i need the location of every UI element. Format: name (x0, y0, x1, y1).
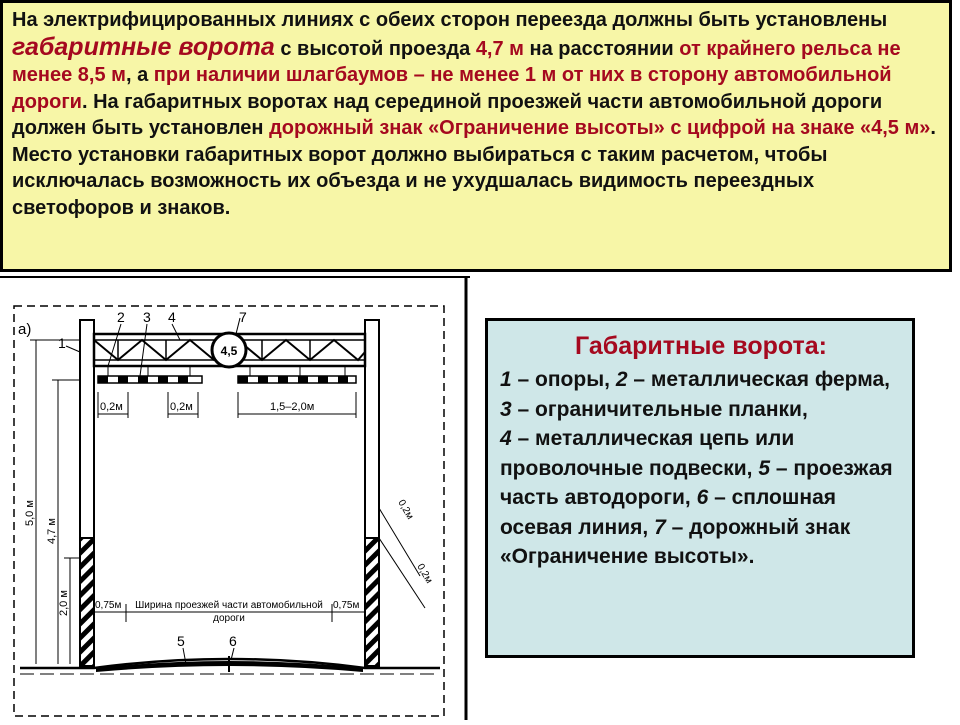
vertical-dimensions (30, 340, 80, 664)
gates-technical-drawing (0, 276, 470, 720)
sign-value-text: 4,5 (220, 344, 238, 358)
para-text-7: , а (125, 64, 154, 86)
dim-0-2m-left: 0,2м (100, 401, 123, 413)
para-rail-distance: от крайнего рельса не менее 8,5 м (12, 37, 901, 86)
legend-title: Габаритные ворота: (575, 332, 827, 360)
legend-item-1: – опоры, (511, 368, 616, 391)
legend-item-6: – сплошная осевая линия, (500, 486, 837, 539)
road-width-label-1: Ширина проезжей части автомобильной (135, 600, 323, 611)
dim-0-75m-right: 0,75м (333, 600, 360, 611)
callout-2: 2 (117, 309, 125, 325)
callout-3: 3 (143, 309, 151, 325)
dim-5-0m: 5,0 м (24, 500, 36, 526)
height-limit-sign (212, 333, 246, 367)
legend-num-2: 2 (615, 368, 628, 391)
legend-item-5: – проезжая часть автодороги, (500, 456, 893, 509)
dim-0-2m-right-1: 0,2м (395, 498, 416, 522)
para-text-1: На электрифицированных линиях с обеих сторон переезда должны быть установлены (12, 9, 888, 31)
para-gates-term: габаритные ворота (12, 32, 275, 61)
dim-0-2m-mid: 0,2м (170, 401, 193, 413)
right-support-pillar (365, 320, 379, 666)
callout-7: 7 (239, 309, 247, 325)
dim-1-5-2-0m: 1,5–2,0м (270, 401, 315, 413)
panel-label: а) (18, 321, 32, 338)
limiting-planks (98, 366, 356, 383)
para-text-11: . Место установки габаритных ворот должно выбираться с таким расчетом, чтобы исключалась возможность их объезда и не ухудшалась видимость переездных светофоров и знаков. (12, 117, 936, 219)
para-text-5: на расстоянии (523, 37, 680, 60)
dim-0-2m-right-2: 0,2м (414, 562, 435, 586)
top-dimensions (98, 392, 356, 418)
callout-6: 6 (229, 633, 237, 649)
legend-item-3: – ограничительные планки, (511, 397, 808, 421)
road-width-label-2: дороги (213, 613, 245, 624)
legend-num-1: 1 (500, 368, 512, 391)
right-diagonal-dimensions (379, 508, 425, 608)
para-road-sign: дорожный знак «Ограничение высоты» с цифрой на знаке «4,5 м» (269, 117, 931, 139)
legend-num-4: 4 (500, 427, 512, 450)
para-height: 4,7 м (475, 37, 524, 60)
legend-body (500, 365, 902, 572)
legend-item-7: – дорожный знак «Ограничение высоты». (500, 515, 851, 568)
dim-2-0m: 2,0 м (58, 590, 70, 616)
para-text-3: с высотой проезда (274, 37, 476, 60)
description-paragraph (0, 0, 952, 272)
dim-4-7m: 4,7 м (46, 518, 58, 544)
callout-1: 1 (58, 335, 66, 351)
legend-num-6: 6 (696, 486, 709, 509)
legend-num-3: 3 (500, 397, 512, 421)
legend-num-7: 7 (654, 515, 666, 539)
gates-drawing-svg (0, 276, 470, 720)
dim-0-75m-left: 0,75м (95, 600, 122, 611)
left-support-pillar (80, 320, 94, 666)
callout-4: 4 (168, 309, 176, 325)
legend-item-2: – металлическая ферма, (627, 368, 890, 391)
callout-5: 5 (177, 633, 185, 649)
para-text-9: . На габаритных воротах над серединой проезжей части автомобильной дороги должен быть установлен (12, 90, 883, 139)
legend-item-4: – металлическая цепь или проволочные подвески, (500, 427, 795, 480)
legend-box (485, 318, 915, 658)
para-barrier-distance: при наличии шлагбаумов – не менее 1 м от них в сторону автомобильной дороги (12, 64, 892, 113)
legend-num-5: 5 (758, 456, 771, 480)
